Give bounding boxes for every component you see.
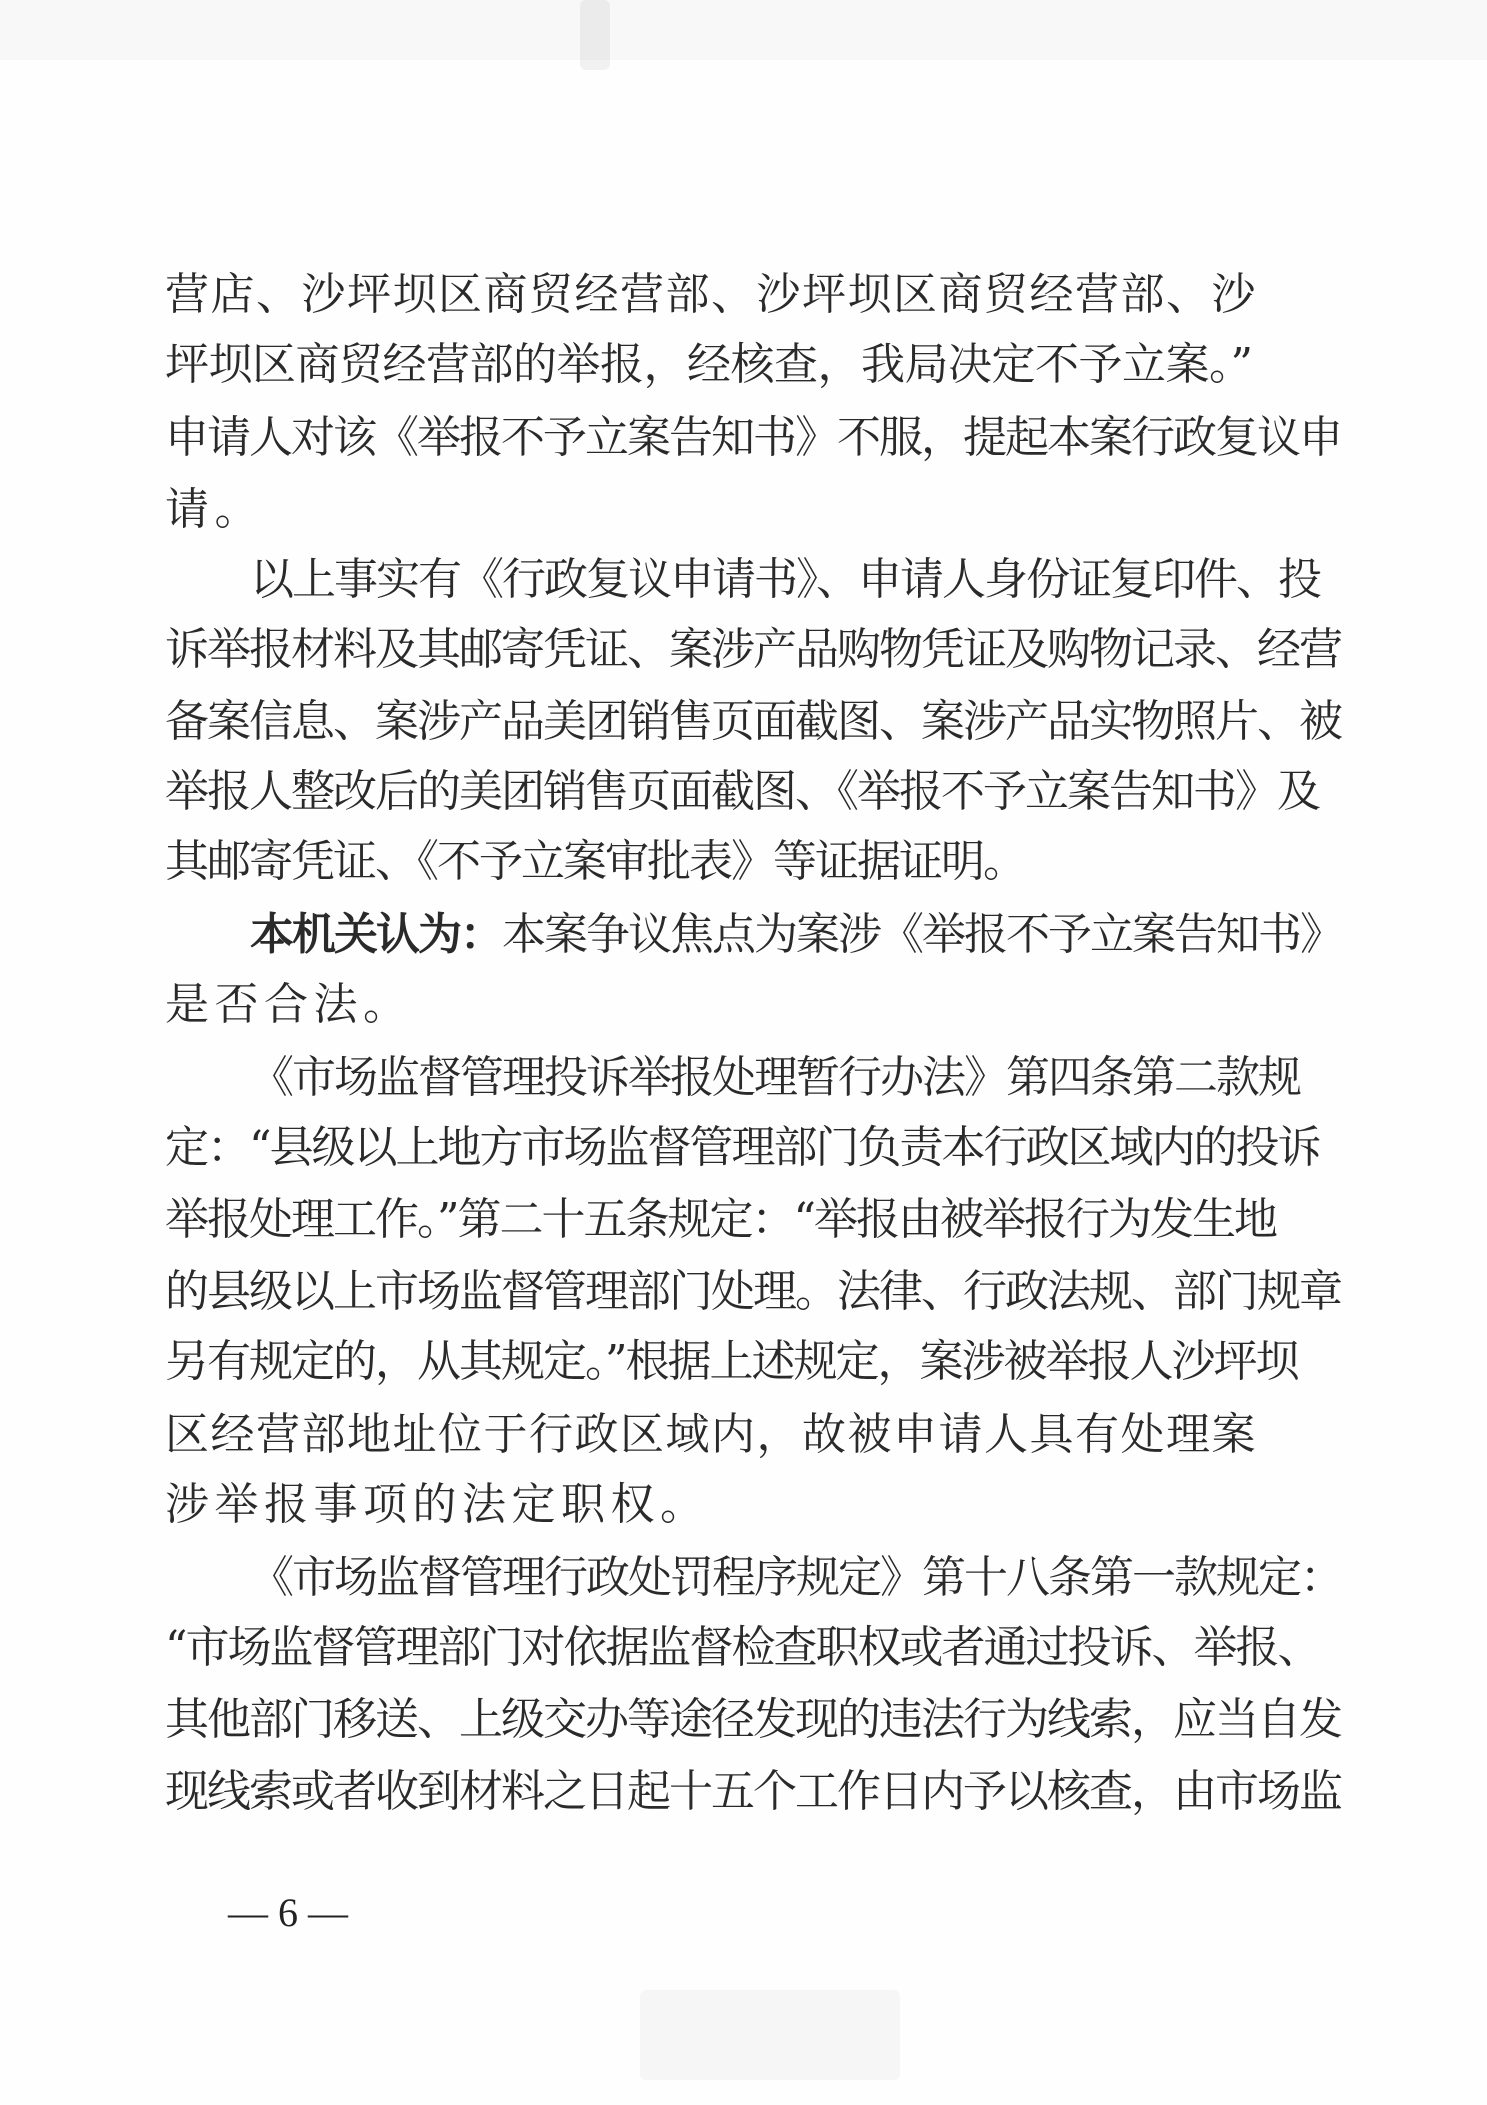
text-segment: 区 xyxy=(165,1409,211,1460)
text-line-4 xyxy=(165,480,365,540)
text-line-12 xyxy=(250,1048,1300,1108)
scan-top-shadow xyxy=(0,0,1487,60)
text-line-20 xyxy=(165,1618,1320,1678)
text-segment: 商贸经营部、沙 xyxy=(938,269,1257,320)
text-line-22 xyxy=(165,1762,1341,1822)
text-segment: 请。 xyxy=(165,484,264,535)
scan-bleed-mark xyxy=(640,1990,900,2080)
text-segment: 营店、沙坪坝区 xyxy=(165,269,484,320)
text-line-16 xyxy=(165,1332,1298,1392)
text-segment: “市场监督管理部门对依据监督检查职权或者通过投诉、举报、 xyxy=(165,1622,1320,1673)
text-line-17 xyxy=(165,1405,1265,1465)
text-segment: 商贸经营部的举报，经核查，我局决定不予立案。” xyxy=(295,339,1253,390)
text-line-8 xyxy=(165,762,1319,822)
text-segment: 本案争议焦点为案涉《举报不予立案告知书》 xyxy=(502,909,1342,960)
text-segment: 其邮寄凭证、《不予立案审批表》等证据证明。 xyxy=(165,836,1025,887)
text-segment: 《市场监督管理行政处罚程序规定》第十八条第一款规定： xyxy=(250,1552,1342,1603)
text-line-7 xyxy=(165,692,1341,752)
text-segment: 是否合法。 xyxy=(165,979,413,1030)
text-segment: 备案信息、案涉产品美团销售页面截图、案涉产品实物照片、被 xyxy=(165,696,1341,747)
text-line-19 xyxy=(250,1548,1342,1608)
text-line-21 xyxy=(165,1690,1341,1750)
text-segment: 《市场监督管理投诉举报处理暂行办法》第四条第二款规 xyxy=(250,1052,1300,1103)
scan-bleed-mark xyxy=(580,0,610,70)
text-segment: 坪坝区 xyxy=(165,339,296,390)
text-segment: 定：“县级以上地方市场监督管理部门负责本行政区域内的投诉 xyxy=(165,1122,1320,1173)
text-segment: 举报人整改后的美团销售页面截图、《举报不予立案告知书》及 xyxy=(165,766,1319,817)
text-line-2 xyxy=(165,335,1265,395)
text-segment: 以上事实有《行政复议申请书》、申请人身份证复印件、投 xyxy=(250,554,1320,605)
text-segment: 另有规定的，从其规定。”根据上述规定，案涉被举报人沙坪坝 xyxy=(165,1336,1298,1387)
text-line-15 xyxy=(165,1262,1341,1322)
text-line-6 xyxy=(165,620,1341,680)
text-segment: 举报处理工作。”第二十五条规定：“举报由被举报行为发生地 xyxy=(165,1194,1276,1245)
text-line-1 xyxy=(165,265,1265,325)
text-segment: 经营部地址位于行政区域内，故被申请人具有处理案 xyxy=(210,1409,1257,1460)
text-line-5 xyxy=(250,550,1320,610)
bold-heading: 本机关认为： xyxy=(250,909,502,960)
text-line-11 xyxy=(165,975,465,1035)
text-segment: 诉举报材料及其邮寄凭证、案涉产品购物凭证及购物记录、经营 xyxy=(165,624,1341,675)
text-segment: 涉举报事项的法定职权。 xyxy=(165,1479,710,1530)
text-line-10 xyxy=(250,905,1342,965)
text-line-9 xyxy=(165,832,1025,892)
text-line-18 xyxy=(165,1475,765,1535)
text-segment: 的县级以上市场监督管理部门处理。法律、行政法规、部门规章 xyxy=(165,1266,1341,1317)
text-segment: 现线索或者收到材料之日起十五个工作日内予以核查，由市场监 xyxy=(165,1766,1341,1817)
text-line-3 xyxy=(165,408,1341,468)
text-segment: 商贸经营部、沙坪坝区 xyxy=(483,269,939,320)
text-line-13 xyxy=(165,1118,1320,1178)
text-segment: 其他部门移送、上级交办等途径发现的违法行为线索，应当自发 xyxy=(165,1694,1341,1745)
text-segment: 申请人对该《举报不予立案告知书》不服，提起本案行政复议申 xyxy=(165,412,1341,463)
page-number: — 6 — xyxy=(228,1890,348,1935)
text-line-14 xyxy=(165,1190,1276,1250)
